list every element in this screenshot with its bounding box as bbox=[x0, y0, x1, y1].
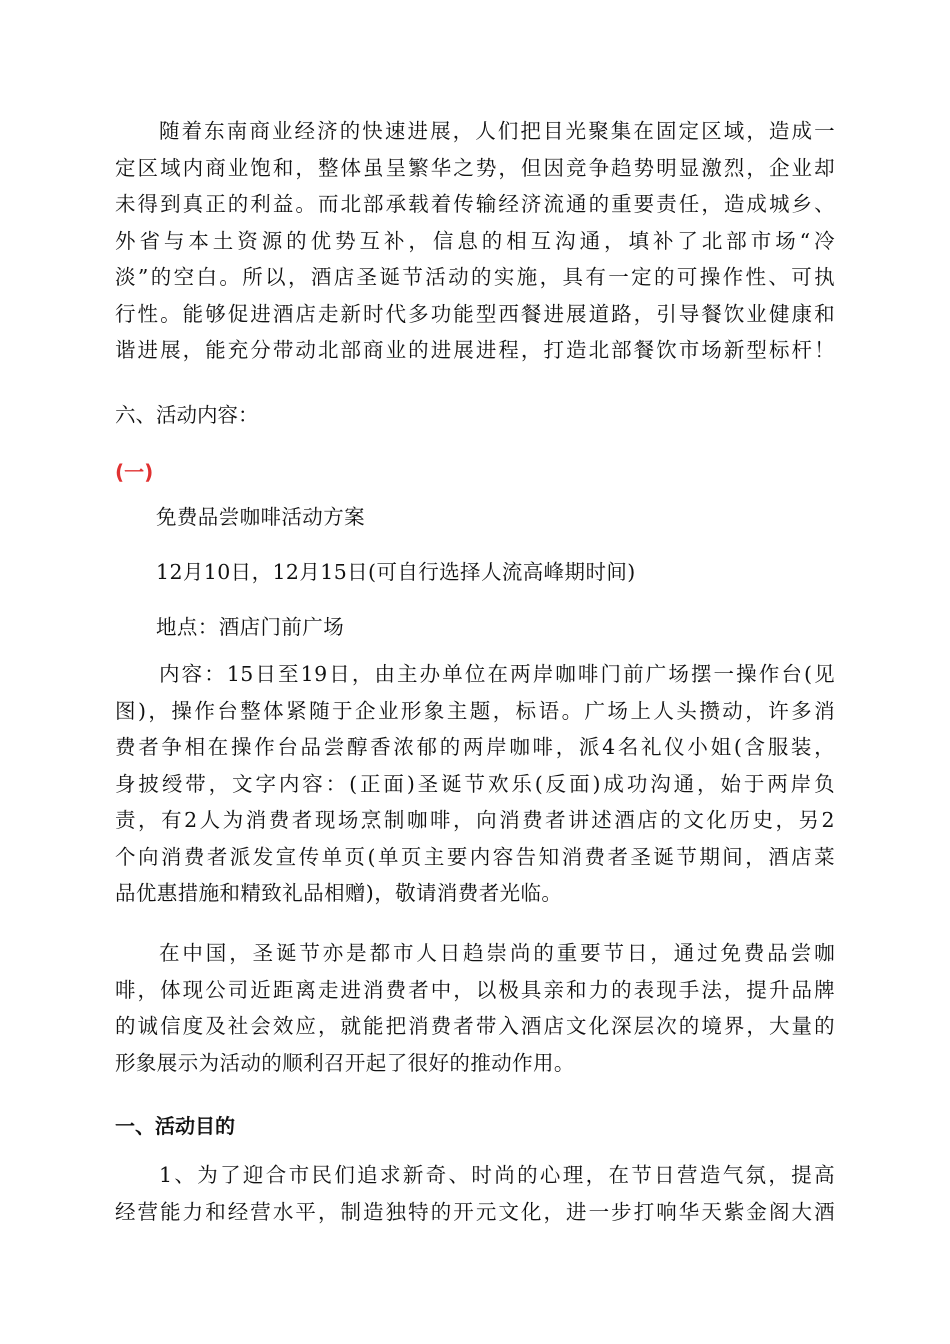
content-line: 费者争相在操作台品尝醇香浓郁的两岸咖啡，派4名礼仪小姐(含服装， bbox=[115, 735, 835, 759]
content-line: 图)，操作台整体紧随于企业形象主题，标语。广场上人头攒动，许多消 bbox=[115, 698, 835, 723]
intro-line: 谐进展，能充分带动北部商业的进展进程，打造北部餐饮市场新型标杆！ bbox=[115, 338, 835, 362]
intro-paragraph bbox=[115, 113, 835, 369]
china-line: 啡，体现公司近距离走进消费者中，以极具亲和力的表现手法，提升品牌 bbox=[115, 977, 835, 1002]
purpose-line: 经营能力和经营水平，制造独特的开元文化，进一步打响华天紫金阁大酒 bbox=[115, 1199, 835, 1224]
section-one-heading: 一、活动目的 bbox=[115, 1114, 235, 1138]
content-line: 身披绶带，文字内容：(正面)圣诞节欢乐(反面)成功沟通，始于两岸负 bbox=[115, 771, 835, 796]
intro-line: 外省与本土资源的优势互补，信息的相互沟通，填补了北部市场“冷 bbox=[115, 228, 835, 253]
event-date: 12月10日，12月15日(可自行选择人流高峰期时间) bbox=[156, 560, 636, 584]
section-six-title: 六、活动内容： bbox=[115, 403, 259, 427]
intro-line: 随着东南商业经济的快速进展，人们把目光聚集在固定区域，造成一 bbox=[159, 119, 835, 143]
content-line: 内容：15日至19日，由主办单位在两岸咖啡门前广场摆一操作台(见 bbox=[159, 662, 835, 686]
intro-line: 淡”的空白。所以，酒店圣诞节活动的实施，具有一定的可操作性、可执 bbox=[115, 265, 835, 289]
china-line: 的诚信度及社会效应，就能把消费者带入酒店文化深层次的境界，大量的 bbox=[115, 1014, 835, 1038]
purpose-paragraph bbox=[115, 1157, 835, 1230]
event-name: 免费品尝咖啡活动方案 bbox=[156, 505, 365, 529]
intro-line: 定区域内商业饱和，整体虽呈繁华之势，但因竞争趋势明显激烈，企业却 bbox=[115, 155, 835, 180]
content-line: 个向消费者派发宣传单页(单页主要内容告知消费者圣诞节期间，酒店菜 bbox=[115, 844, 835, 869]
purpose-line: 1、为了迎合市民们追求新奇、时尚的心理，在节日营造气氛，提高 bbox=[159, 1163, 835, 1187]
subsection-one-heading: (一) bbox=[115, 460, 154, 484]
content-paragraph bbox=[115, 656, 835, 912]
china-line: 在中国，圣诞节亦是都市人日趋崇尚的重要节日，通过免费品尝咖 bbox=[159, 941, 835, 965]
event-location: 地点：酒店门前广场 bbox=[156, 615, 345, 639]
china-paragraph bbox=[115, 935, 835, 1081]
intro-line: 行性。能够促进酒店走新时代多功能型西餐进展道路，引导餐饮业健康和 bbox=[115, 301, 835, 326]
china-line: 形象展示为活动的顺利召开起了很好的推动作用。 bbox=[115, 1050, 575, 1075]
content-line: 责，有2人为消费者现场烹制咖啡，向消费者讲述酒店的文化历史，另2 bbox=[115, 808, 835, 832]
intro-line: 未得到真正的利益。而北部承载着传输经济流通的重要责任，造成城乡、 bbox=[115, 192, 835, 216]
content-line: 品优惠措施和精致礼品相赠)，敬请消费者光临。 bbox=[115, 881, 563, 905]
